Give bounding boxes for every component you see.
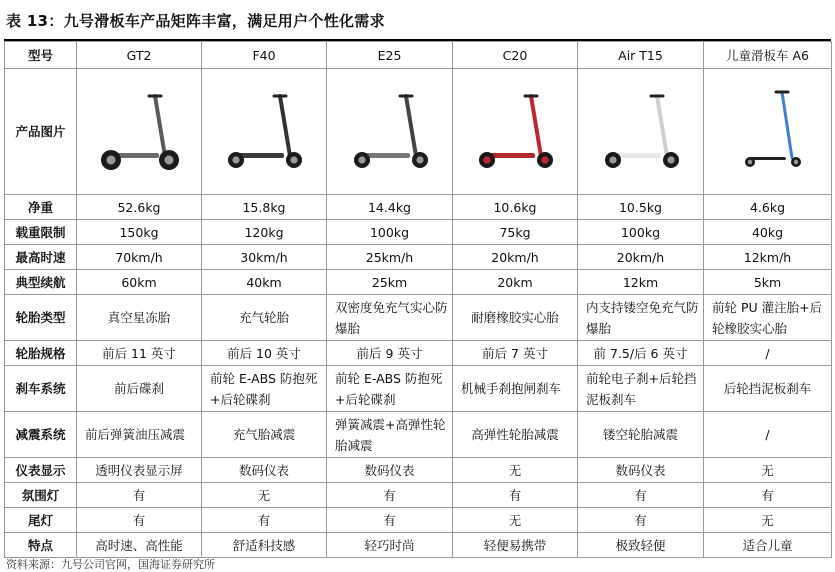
table-cell: 有: [327, 508, 453, 533]
table-cell: /: [704, 341, 832, 366]
table-cell: 高弹性轮胎减震: [453, 412, 578, 458]
table-cell: 前后 7 英寸: [453, 341, 578, 366]
image-cell: [327, 69, 453, 195]
table-row: [5, 195, 832, 220]
table-cell: 适合儿童: [704, 533, 832, 558]
spec-table: [4, 41, 832, 558]
table-cell: 透明仪表显示屏: [77, 458, 202, 483]
table-cell: 极致轻便: [578, 533, 704, 558]
table-cell: 有: [327, 483, 453, 508]
table-cell: 有: [77, 483, 202, 508]
row-label: 尾灯: [5, 508, 77, 533]
table-cell: 100kg: [327, 220, 453, 245]
table-cell: 前后 10 英寸: [202, 341, 327, 366]
table-row: [5, 533, 832, 558]
scooter-e25-icon: [354, 96, 428, 168]
table-cell: 前轮 PU 灌注胎+后轮橡胶实心胎: [704, 295, 832, 341]
table-cell: 镂空轮胎减震: [578, 412, 704, 458]
table-cell: 30km/h: [202, 245, 327, 270]
table-cell: 20km/h: [578, 245, 704, 270]
table-cell: 内支持镂空免充气防爆胎: [578, 295, 704, 341]
table-cell: 双密度免充气实心防爆胎: [327, 295, 453, 341]
header-label: 型号: [5, 42, 77, 69]
table-cell: 轻巧时尚: [327, 533, 453, 558]
row-label: 净重: [5, 195, 77, 220]
table-cell: /: [704, 412, 832, 458]
table-cell: 前后 11 英寸: [77, 341, 202, 366]
table-row: [5, 458, 832, 483]
table-row: [5, 508, 832, 533]
model-e25: E25: [327, 42, 453, 69]
image-cell: [77, 69, 202, 195]
table-cell: 有: [578, 508, 704, 533]
scooter-airt15-icon: [605, 96, 679, 168]
table-cell: 52.6kg: [77, 195, 202, 220]
table-cell: 高时速、高性能: [77, 533, 202, 558]
row-label: 轮胎类型: [5, 295, 77, 341]
table-cell: 数码仪表: [578, 458, 704, 483]
image-cell: [202, 69, 327, 195]
table-cell: 无: [704, 508, 832, 533]
table-cell: 数码仪表: [202, 458, 327, 483]
header-row: [5, 42, 832, 69]
row-label: 刹车系统: [5, 366, 77, 412]
row-label: 特点: [5, 533, 77, 558]
table-cell: 20km/h: [453, 245, 578, 270]
table-cell: 4.6kg: [704, 195, 832, 220]
table-row: [5, 295, 832, 341]
table-cell: 机械手刹抱闸刹车: [453, 366, 578, 412]
row-label: 轮胎规格: [5, 341, 77, 366]
table-cell: 后轮挡泥板刹车: [704, 366, 832, 412]
scooter-gt2-icon: [101, 96, 179, 170]
table-cell: 无: [453, 508, 578, 533]
image-cell: [578, 69, 704, 195]
table-cell: 有: [77, 508, 202, 533]
table-cell: 有: [704, 483, 832, 508]
model-c20: C20: [453, 42, 578, 69]
table-cell: 耐磨橡胶实心胎: [453, 295, 578, 341]
row-label: 仪表显示: [5, 458, 77, 483]
table-cell: 无: [453, 458, 578, 483]
table-cell: 10.5kg: [578, 195, 704, 220]
table-cell: 5km: [704, 270, 832, 295]
scooter-f40-icon: [228, 96, 302, 168]
table-cell: 充气胎减震: [202, 412, 327, 458]
table-cell: 轻便易携带: [453, 533, 578, 558]
table-cell: 150kg: [77, 220, 202, 245]
table-row: [5, 412, 832, 458]
table-cell: 120kg: [202, 220, 327, 245]
row-label: 最高时速: [5, 245, 77, 270]
table-row: [5, 270, 832, 295]
table-cell: 12km/h: [704, 245, 832, 270]
scooter-c20-icon: [479, 96, 553, 168]
table-cell: 前轮电子刹+后轮挡泥板刹车: [578, 366, 704, 412]
scooter-a6-icon: [745, 92, 801, 167]
image-cell: [453, 69, 578, 195]
table-cell: 舒适科技感: [202, 533, 327, 558]
row-label: 氛围灯: [5, 483, 77, 508]
table-cell: 前轮 E-ABS 防抱死+后轮碟刹: [202, 366, 327, 412]
table-row: [5, 483, 832, 508]
table-cell: 60km: [77, 270, 202, 295]
row-label: 典型续航: [5, 270, 77, 295]
table-cell: 有: [202, 508, 327, 533]
table-cell: 无: [704, 458, 832, 483]
table-cell: 12km: [578, 270, 704, 295]
table-cell: 14.4kg: [327, 195, 453, 220]
table-cell: 75kg: [453, 220, 578, 245]
table-row: [5, 245, 832, 270]
model-f40: F40: [202, 42, 327, 69]
table-cell: 数码仪表: [327, 458, 453, 483]
table-cell: 20km: [453, 270, 578, 295]
table-cell: 10.6kg: [453, 195, 578, 220]
table-cell: 15.8kg: [202, 195, 327, 220]
table-cell: 前后 9 英寸: [327, 341, 453, 366]
row-label: 载重限制: [5, 220, 77, 245]
table-cell: 100kg: [578, 220, 704, 245]
table-title: 表 13：九号滑板车产品矩阵丰富，满足用户个性化需求: [6, 12, 385, 30]
table-cell: 前后碟刹: [77, 366, 202, 412]
table-cell: 前后弹簧油压减震: [77, 412, 202, 458]
image-row: [5, 69, 832, 195]
row-label: 减震系统: [5, 412, 77, 458]
table-row: [5, 220, 832, 245]
table-cell: 真空星冻胎: [77, 295, 202, 341]
table-cell: 充气轮胎: [202, 295, 327, 341]
table-cell: 弹簧减震+高弹性轮胎减震: [327, 412, 453, 458]
table-cell: 25km/h: [327, 245, 453, 270]
table-cell: 无: [202, 483, 327, 508]
table-row: [5, 366, 832, 412]
table-cell: 40kg: [704, 220, 832, 245]
table-cell: 前轮 E-ABS 防抱死+后轮碟刹: [327, 366, 453, 412]
model-air-t15: Air T15: [578, 42, 704, 69]
footnote: 资料来源：九号公司官网，国海证券研究所: [6, 558, 215, 571]
image-cell: [704, 69, 832, 195]
table-row: [5, 341, 832, 366]
table-cell: 70km/h: [77, 245, 202, 270]
table-cell: 25km: [327, 270, 453, 295]
table-cell: 40km: [202, 270, 327, 295]
model-a6: 儿童滑板车 A6: [704, 42, 832, 69]
table-cell: 前 7.5/后 6 英寸: [578, 341, 704, 366]
model-gt2: GT2: [77, 42, 202, 69]
image-row-label: 产品图片: [5, 69, 77, 195]
table-cell: 有: [578, 483, 704, 508]
table-cell: 有: [453, 483, 578, 508]
